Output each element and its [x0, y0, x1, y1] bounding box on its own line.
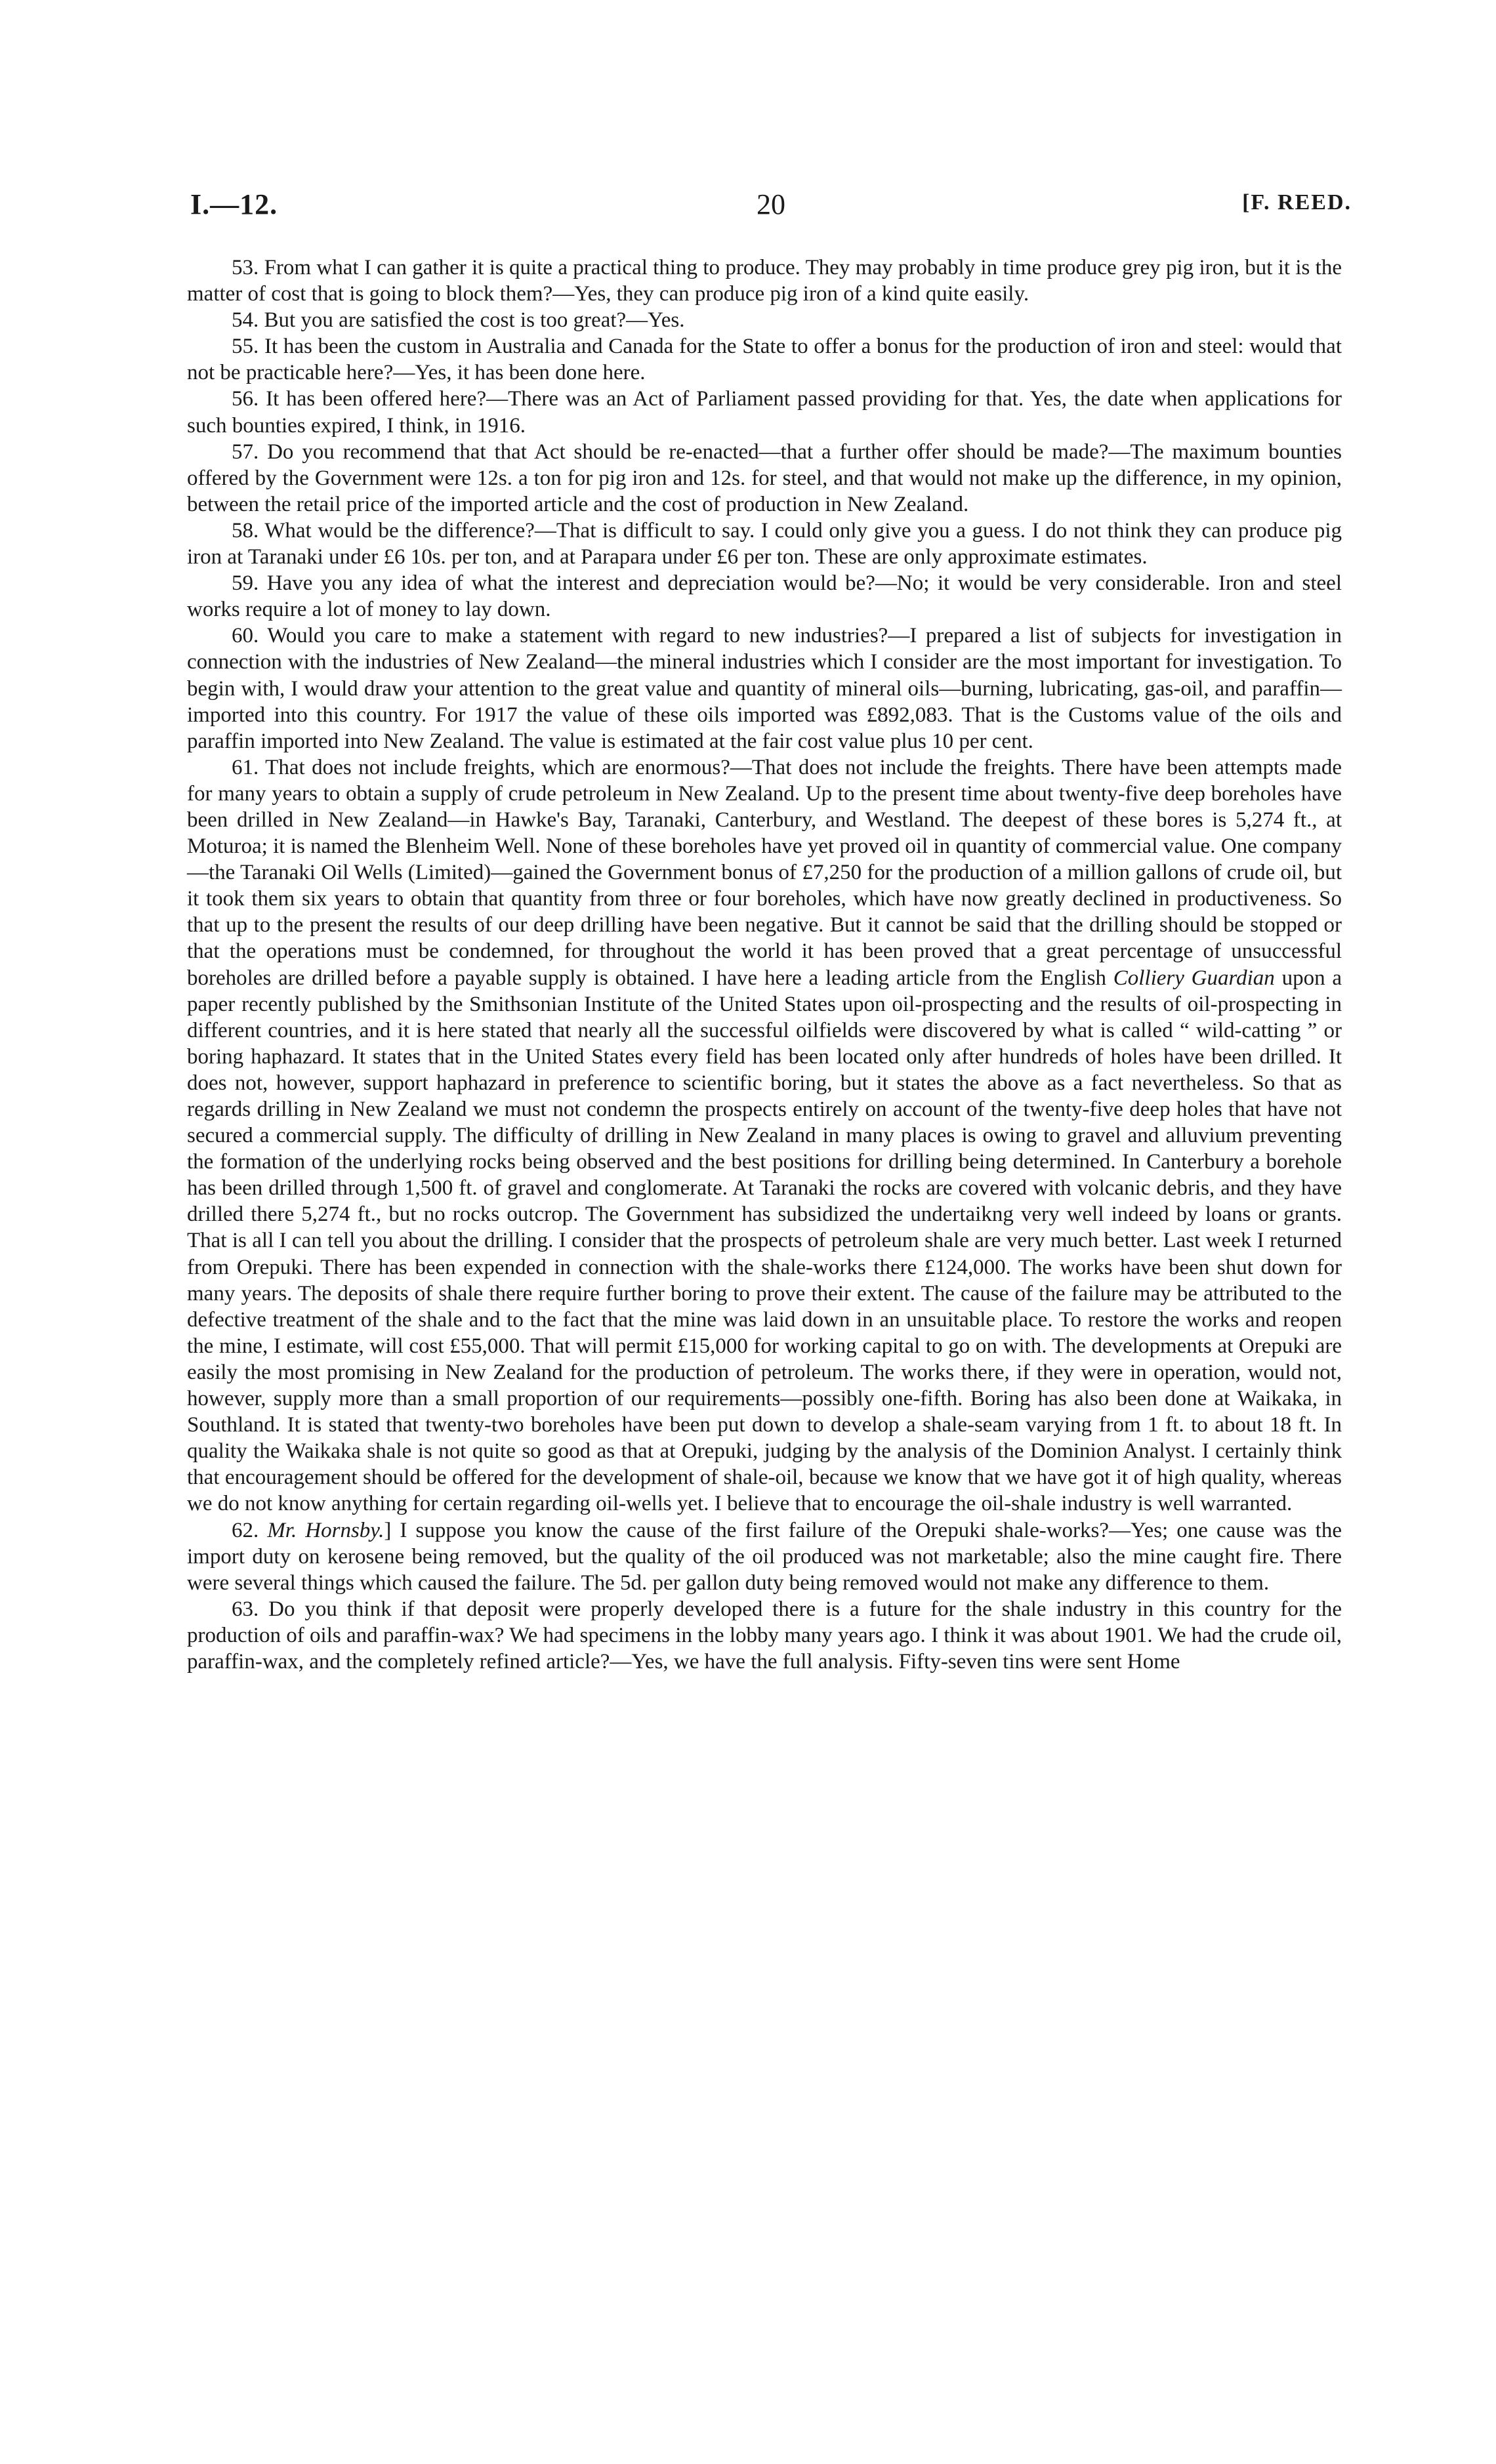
paragraph-text: 60. Would you care to make a statement with regard to new industries?—I prepared a list of subjects for investigation in connection with the industries of New Zealand—the mineral industries which I consider are the most important for investigation. To begin with, I would draw your attention to the great value and quantity of mineral oils—burning, lubricating, gas-oil, and paraffin—imported into this country. For 1917 the value of these oils imported was £892,083. That is the Customs value of the oils and paraffin imported into New Zealand. The value is estimated at the fair cost value plus 10 per cent.: [187, 624, 1342, 753]
paragraph-text: 55. It has been the custom in Australia and Canada for the State to offer a bonus for the production of iron and steel: would that not be practicable here?—Yes, it has been done here.: [187, 335, 1342, 385]
paragraph-56: [187, 386, 1342, 438]
paragraph-53: [187, 255, 1342, 307]
paragraph-text: 61. That does not include freights, which are enormous?—That does not include the freights. There have been attempts made for many years to obtain a supply of crude petroleum in New Zealand. Up to the present time about twenty-five deep boreholes have been drilled in New Zealand—in Hawke's Bay, Taranaki, Canterbury, and Westland. The deepest of these bores is 5,274 ft., at Moturoa; it is named the Blenheim Well. None of these boreholes have yet proved oil in quantity of commercial value. One company—the Taranaki Oil Wells (Limited)—gained the Government bonus of £7,250 for the production of a million gallons of crude oil, but it took them six years to obtain that quantity from three or four boreholes, which have now greatly declined in productiveness. So that up to the present the results of our deep drilling have been negative. But it cannot be said that the drilling should be stopped or that the operations must be condemned, for throughout the world it has been proved that a great percentage of unsuccessful boreholes are drilled before a payable supply is obtained. I have here a leading article from the English: [187, 755, 1342, 990]
paragraph-text: 63. Do you think if that deposit were properly developed there is a future for the shale industry in this country for the production of oils and paraffin-wax? We had specimens in the lobby many years ago. I think it was about 1901. We had the crude oil, paraffin-wax, and the completely refined article?—Yes, we have the full analysis. Fifty-seven tins were sent Home: [187, 1597, 1342, 1673]
paragraph-text: ] I suppose you know the cause of the first failure of the Orepuki shale-works?—Yes; one cause was the import duty on kerosene being removed, but the quality of the oil produced was not marketable; also the mine caught fire. There were several things which caused the failure. The 5d. per gallon duty being removed would not make any difference to them.: [187, 1518, 1342, 1595]
paragraph-59: [187, 570, 1342, 623]
witness-name: [F. REED.: [1242, 190, 1352, 215]
page-header: [190, 188, 1352, 227]
page-number: 20: [757, 188, 785, 220]
paragraph-text: 53. From what I can gather it is quite a practical thing to produce. They may probably in time produce grey pig iron, but it is the matter of cost that is going to block them?—Yes, they can produce pig iron of a kind quite easily.: [187, 256, 1342, 306]
paragraph-text: 59. Have you any idea of what the interest and depreciation would be?—No; it would be very considerable. Iron and steel works require a lot of money to lay down.: [187, 571, 1342, 622]
body-text: [187, 255, 1342, 1675]
speaker-name: Mr. Hornsby.: [267, 1518, 384, 1542]
paragraph-55: [187, 333, 1342, 386]
paragraph-57: [187, 439, 1342, 518]
paragraph-text: 54. But you are satisfied the cost is too great?—Yes.: [232, 308, 685, 333]
paragraph-text: 62.: [232, 1518, 268, 1542]
paper-number: I.—12.: [190, 188, 278, 220]
paragraph-text: 57. Do you recommend that that Act should be re-enacted—that a further offer should be made?—The maximum bounties offered by the Government were 12s. a ton for pig iron and 12s. for steel, and that would not make up the difference, in my opinion, between the retail price of the imported article and the cost of production in New Zealand.: [187, 440, 1342, 516]
paragraph-text: 56. It has been offered here?—There was an Act of Parliament passed providing for that. Yes, the date when applications for such bounties expired, I think, in 1916.: [187, 387, 1342, 438]
paragraph-61: [187, 754, 1342, 1517]
paragraph-60: [187, 623, 1342, 754]
paragraph-54: [187, 307, 1342, 333]
paragraph-text: upon a paper recently published by the Smithsonian Institute of the United States upon oil-prospecting and the results of oil-prospecting in different countries, and it is here stated that nearly all the successful oilfields were discovered by what is called “ wild-catting ” or boring haphazard. It states that in the United States every field has been located only after hundreds of holes have been drilled. It does not, however, support haphazard in preference to scientific boring, but it states the above as a fact nevertheless. So that as regards drilling in New Zealand we must not condemn the prospects entirely on account of the twenty-five deep holes that have not secured a commercial supply. The difficulty of drilling in New Zealand in many places is owing to gravel and alluvium preventing the formation of the underlying rocks being observed and the best positions for drilling being determined. In Canterbury a borehole has been drilled through 1,500 ft. of gravel and conglomerate. At Taranaki the rocks are covered with volcanic debris, and they have drilled there 5,274 ft., but no rocks outcrop. The Government has subsidized the undertaikng very well indeed by loans or grants. That is all I can tell you about the drilling. I consider that the prospects of petroleum shale are very much better. Last week I returned from Orepuki. There has been expended in connection with the shale-works there £124,000. The works have been shut down for many years. The deposits of shale there require further boring to prove their extent. The cause of the failure may be attributed to the defective treatment of the shale and to the fact that the mine was laid down in an unsuitable place. To restore the works and reopen the mine, I estimate, will cost £55,000. That will permit £15,000 for working capital to go on with. The developments at Orepuki are easily the most promising in New Zealand for the production of petroleum. The works there, if they were in operation, would not, however, supply more than a small proportion of our requirements—possibly one-fifth. Boring has also been done at Waikaka, in Southland. It is stated that twenty-two boreholes have been put down to develop a shale-seam varying from 1 ft. to about 18 ft. In quality the Waikaka shale is not quite so good as that at Orepuki, judging by the analysis of the Dominion Analyst. I certainly think that encouragement should be offered for the development of shale-oil, because we know that we have got it of high quality, whereas we do not know anything for certain regarding oil-wells yet. I believe that to encourage the oil-shale industry is well warranted.: [187, 966, 1342, 1516]
paragraph-62: [187, 1517, 1342, 1596]
publication-title: Colliery Guardian: [1113, 966, 1275, 990]
paragraph-text: 58. What would be the difference?—That is difficult to say. I could only give you a guess. I do not think they can produce pig iron at Taranaki under £6 10s. per ton, and at Parapara under £6 per ton. These are only approximate estimates.: [187, 518, 1342, 569]
paragraph-63: [187, 1596, 1342, 1675]
paragraph-58: [187, 518, 1342, 570]
